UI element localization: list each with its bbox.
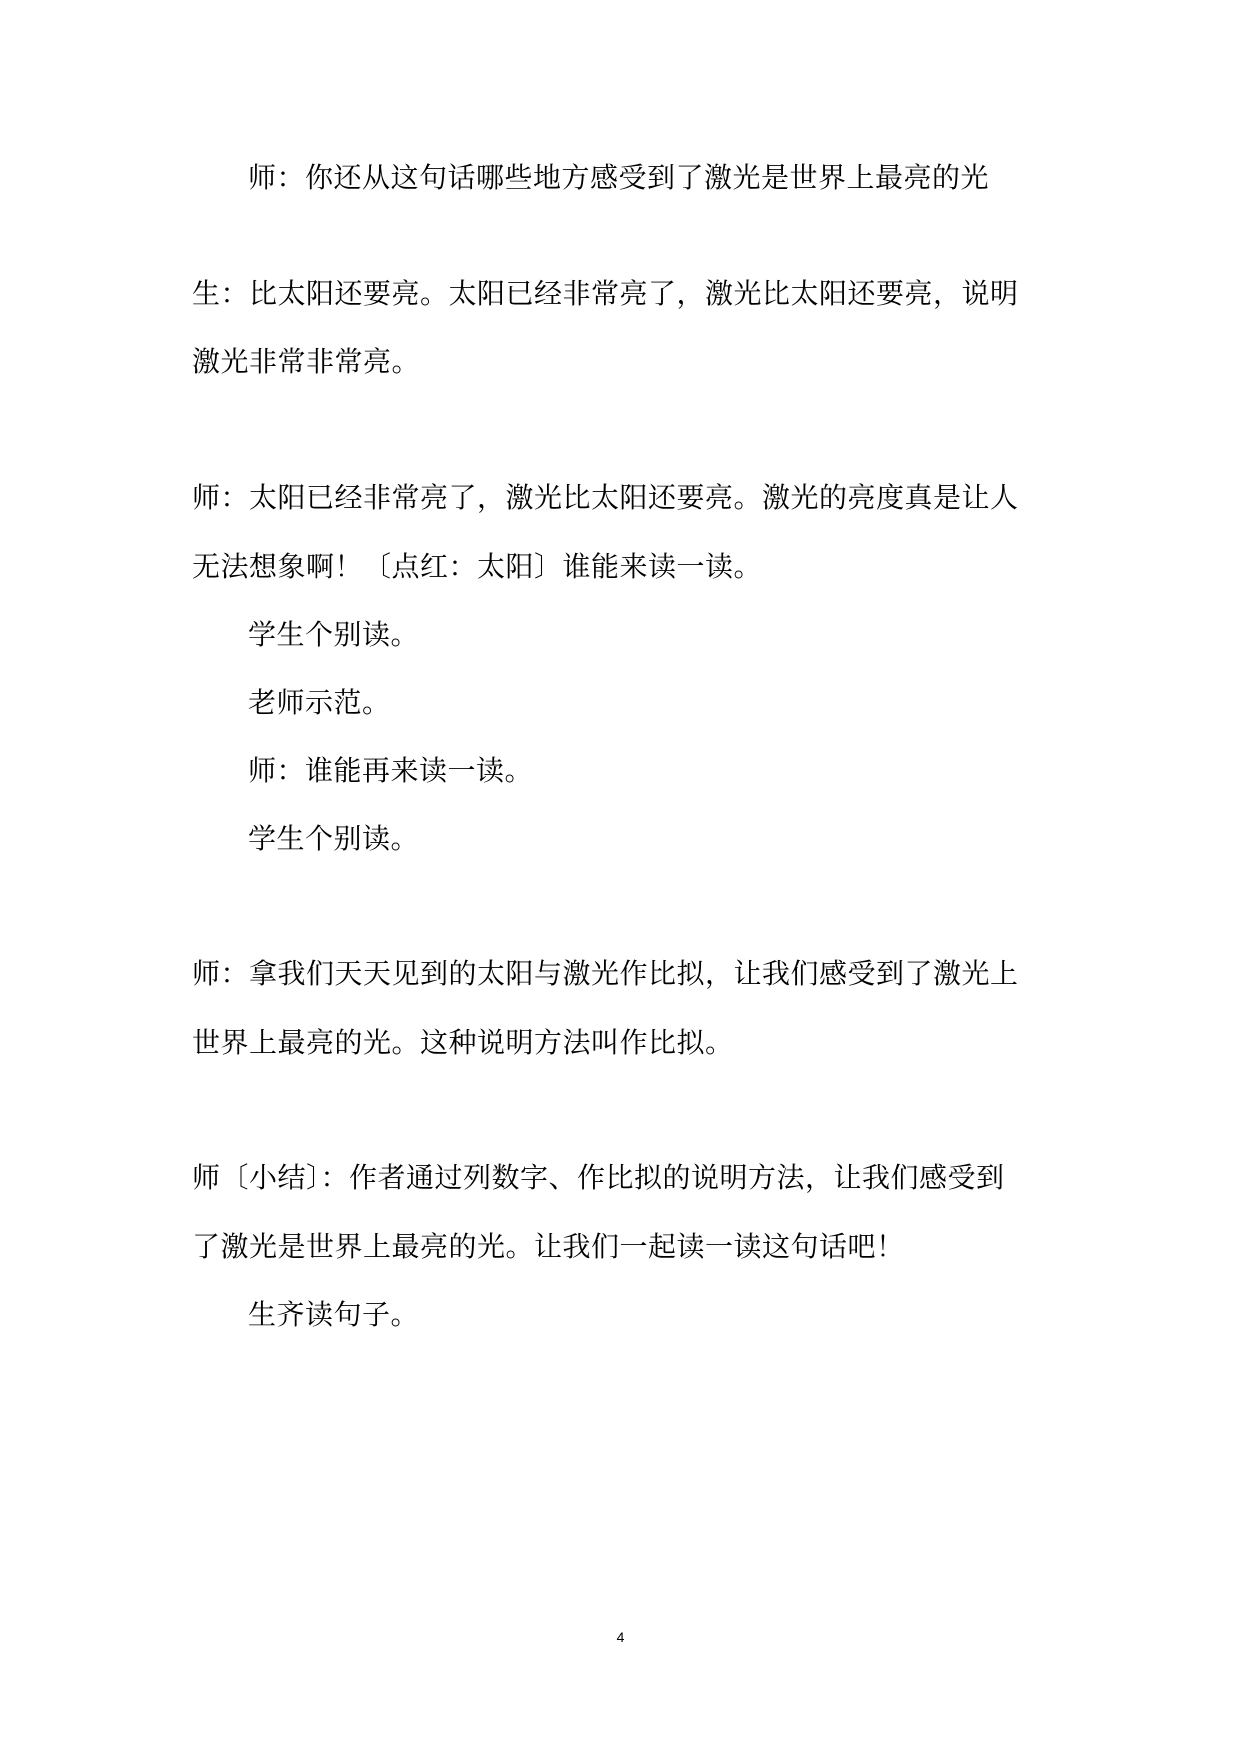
class-reading-line: 生齐读句子。 — [248, 1298, 420, 1331]
teacher-demo-line: 老师示范。 — [248, 686, 391, 719]
teacher-comment-line-2: 无法想象啊！〔点红：太阳〕谁能来读一读。 — [192, 550, 763, 583]
student-answer-line-2: 激光非常非常亮。 — [192, 345, 421, 378]
teacher-comment-line-1: 师：太阳已经非常亮了，激光比太阳还要亮。激光的亮度真是让人 — [192, 481, 1019, 514]
page-number: 4 — [616, 1629, 625, 1645]
teacher-explain-line-1: 师：拿我们天天见到的太阳与激光作比拟，让我们感受到了激光上 — [192, 957, 1019, 990]
teacher-question-line: 师：你还从这句话哪些地方感受到了激光是世界上最亮的光 — [248, 161, 990, 194]
summary-line-1: 师〔小结〕：作者通过列数字、作比拟的说明方法，让我们感受到 — [192, 1161, 1005, 1194]
student-answer-line-1: 生：比太阳还要亮。太阳已经非常亮了，激光比太阳还要亮，说明 — [192, 277, 1019, 310]
student-reading-line: 学生个别读。 — [248, 618, 420, 651]
teacher-prompt-line: 师：谁能再来读一读。 — [248, 754, 534, 787]
summary-line-2: 了激光是世界上最亮的光。让我们一起读一读这句话吧！ — [192, 1230, 905, 1263]
teacher-explain-line-2: 世界上最亮的光。这种说明方法叫作比拟。 — [192, 1026, 734, 1059]
student-reading-line-2: 学生个别读。 — [248, 822, 420, 855]
